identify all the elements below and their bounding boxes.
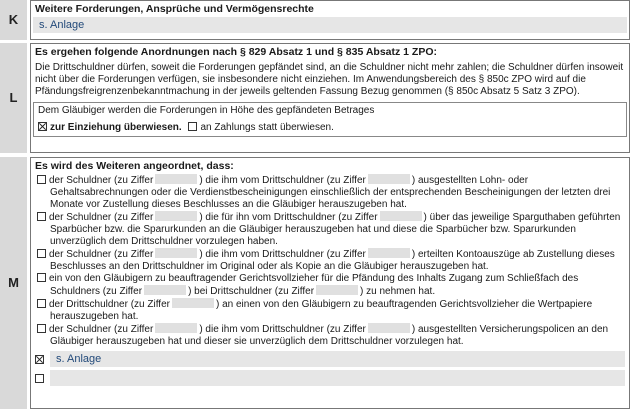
section-m-title: Es wird des Weiteren angeordnet, dass: xyxy=(35,160,234,172)
ziffer-field[interactable] xyxy=(155,248,197,258)
ziffer-field[interactable] xyxy=(368,248,410,258)
section-m xyxy=(0,157,630,409)
transfer-options xyxy=(33,102,627,137)
section-l xyxy=(0,43,630,153)
checkbox-order-6[interactable] xyxy=(37,324,46,333)
section-letter-k: K xyxy=(0,0,27,40)
ziffer-field[interactable] xyxy=(144,285,186,295)
transfer-line: Dem Gläubiger werden die Forderungen in Höhe des gepfändeten Betrages xyxy=(38,105,375,116)
section-m-field-1[interactable]: s. Anlage xyxy=(50,351,625,367)
checkbox-order-2[interactable] xyxy=(37,212,46,221)
section-m-box xyxy=(30,157,630,409)
section-letter-m: M xyxy=(0,157,27,409)
ziffer-field[interactable] xyxy=(172,298,214,308)
ziffer-field[interactable] xyxy=(368,174,410,184)
checkbox-order-3[interactable] xyxy=(37,249,46,258)
option-einziehung-label: zur Einziehung überwiesen. xyxy=(50,122,182,133)
section-l-box xyxy=(30,43,630,153)
ziffer-field[interactable] xyxy=(155,211,197,221)
section-k-box xyxy=(30,0,630,40)
section-k-title: Weitere Forderungen, Ansprüche und Vermögensrechte xyxy=(35,3,314,15)
order-item: der Drittschuldner (zu Ziffer ) an einen von den Gläubigern zu beauftragenden Gerichtsvollzieher die Wertpapiere herauszugeben hat. xyxy=(35,298,625,323)
order-item: der Schuldner (zu Ziffer ) die für ihn vom Drittschuldner (zu Ziffer ) über das jeweilige Sparguthaben geführten Sparbücher bzw. die Sparurkunden an die Gläubiger herauszugeben hat und diese die Sparbücher bzw. Sparurkunden unverzüglich dem Drittschuldner vorzulegen haben. xyxy=(35,211,625,248)
section-k-field[interactable]: s. Anlage xyxy=(33,17,627,33)
order-item: ein von den Gläubigern zu beauftragender Gerichtsvollzieher für die Pfändung des Inhalts Zugang zum Schließfach des Schuldners (zu Ziffer ) bei Drittschuldner (zu Ziffer ) zu nehmen hat. xyxy=(35,273,625,298)
section-m-field-2[interactable] xyxy=(50,370,625,386)
option-zahlungs-statt-label: an Zahlungs statt überwiesen. xyxy=(200,122,334,133)
section-l-title: Es ergehen folgende Anordnungen nach § 829 Absatz 1 und § 835 Absatz 1 ZPO: xyxy=(35,46,437,58)
checkbox-anlage[interactable] xyxy=(35,355,44,364)
checkbox-order-1[interactable] xyxy=(37,175,46,184)
order-item: der Schuldner (zu Ziffer ) die ihm vom Drittschuldner (zu Ziffer ) ausgestellten Lohn- oder Gehaltsabrechnungen oder die Verdienstbescheinigungen einschließlich der entsprechenden Bescheinigungen der letzten drei Monate vor Zustellung dieses Beschlusses an die Gläubiger herauszugeben hat. xyxy=(35,174,625,211)
checkbox-extra[interactable] xyxy=(35,374,44,383)
ziffer-field[interactable] xyxy=(155,323,197,333)
section-k xyxy=(0,0,630,40)
section-letter-l: L xyxy=(0,43,27,153)
ziffer-field[interactable] xyxy=(316,285,358,295)
section-l-paragraph: Die Drittschuldner dürfen, soweit die Forderungen gepfändet sind, an die Schuldner nicht mehr zahlen; die Schuldner dürfen insoweit nicht über die Forderungen verfügen, sie insbesondere nicht einziehen. Im Anwendungsbereich des § 850c ZPO wird auf die Pfändungsfreigrenzenbekanntmachung in der jeweils geltenden Fassung Bezug genommen (§ 850c Absatz 5 Satz 3 ZPO). xyxy=(35,62,624,97)
checkbox-einziehung[interactable] xyxy=(38,122,47,131)
checkbox-order-4[interactable] xyxy=(37,273,46,282)
order-item: der Schuldner (zu Ziffer ) die ihm vom Drittschuldner (zu Ziffer ) erteilten Kontoauszüge ab Zustellung dieses Beschlusses an den Drittschuldner im Original oder als Kopie an die Gläubiger herauszugeben hat. xyxy=(35,248,625,273)
ziffer-field[interactable] xyxy=(380,211,422,221)
checkbox-zahlungs-statt[interactable] xyxy=(188,122,197,131)
checkbox-order-5[interactable] xyxy=(37,299,46,308)
order-item: der Schuldner (zu Ziffer ) die ihm vom Drittschuldner (zu Ziffer ) ausgestellten Versicherungspolicen an den Gläubiger herauszugeben hat und dieser sie unverzüglich dem Drittschuldner vorzulegen hat. xyxy=(35,323,625,348)
ziffer-field[interactable] xyxy=(368,323,410,333)
ziffer-field[interactable] xyxy=(155,174,197,184)
